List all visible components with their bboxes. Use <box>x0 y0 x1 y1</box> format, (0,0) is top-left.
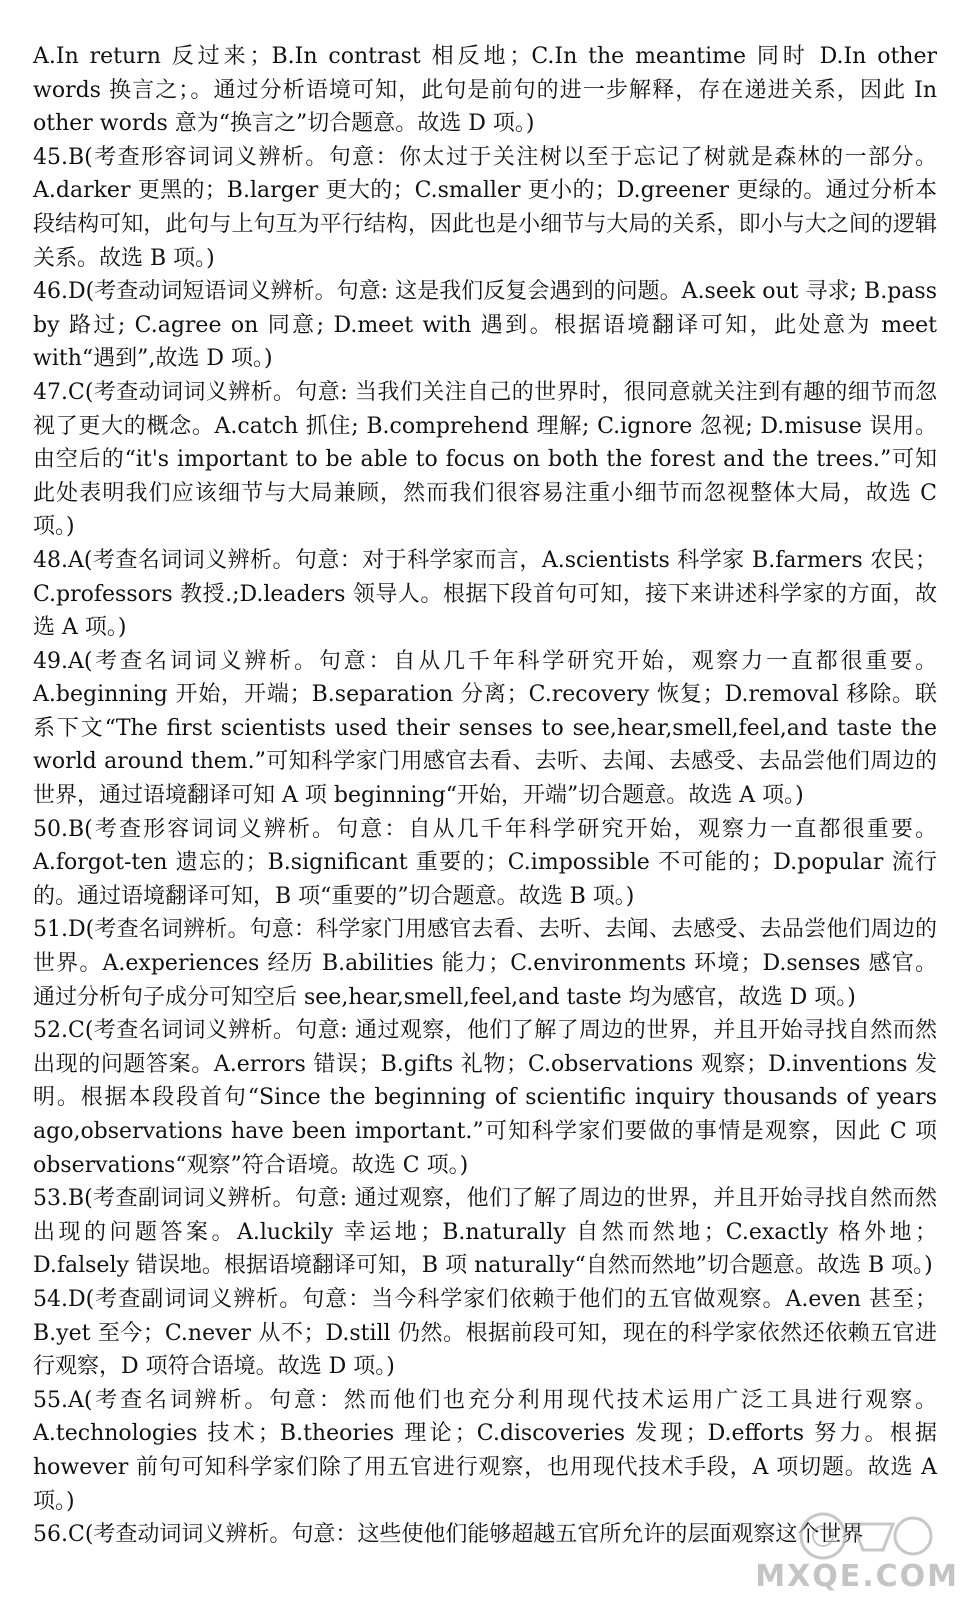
answer-paragraph-50: 50.B(考查形容词词义辨析。句意：自从几千年科学研究开始，观察力一直都很重要。A.forgot-ten 遗忘的；B.significant 重要的；C.impossible 不可能的；D.popular 流行的。通过语境翻译可知，B 项“重要的”切合题意。故选 B 项。) <box>33 816 937 909</box>
answer-paragraph-46: 46.D(考查动词短语词义辨析。句意: 这是我们反复会遇到的问题。A.seek out 寻求; B.pass by 路过; C.agree on 同意; D.meet with 遇到。根据语境翻译可知，此处意为 meet with“遇到”,故选 D 项。) <box>33 279 937 372</box>
answer-paragraph-56: 56.C(考查动词词义辨析。句意：这些使他们能够超越五官所允许的层面观察这个世界 <box>33 1522 864 1548</box>
answer-paragraph-47: 47.C(考查动词词义辨析。句意: 当我们关注自己的世界时，很同意就关注到有趣的细节而忽视了更大的概念。A.catch 抓住; B.comprehend 理解; C.ignore 忽视; D.misuse 误用。由空后的“it's important to be able to focus on both the forest and the trees.”可知此处表明我们应该细节与大局兼顾，然而我们很容易注重小细节而忽视整体大局，故选 C 项。) <box>33 379 937 540</box>
answer-paragraph-53: 53.B(考查副词词义辨析。句意: 通过观察，他们了解了周边的世界，并且开始寻找自然而然出现的问题答案。A.luckily 幸运地；B.naturally 自然而然地；C.exactly 格外地；D.falsely 错误地。根据语境翻译可知，B 项 naturally“自然而然地”切合题意。故选 B 项。) <box>33 1186 937 1279</box>
answer-paragraph-55: 55.A(考查名词辨析。句意：然而他们也充分利用现代技术运用广泛工具进行观察。A.technologies 技术；B.theories 理论；C.discoveries 发现；D.efforts 努力。根据 however 前句可知科学家们除了用五官进行观察，也用现代技术手段，A 项切题。故选 A 项。) <box>33 1387 937 1514</box>
document-body <box>33 40 937 1552</box>
watermark-text: MXQE.COM <box>755 1559 959 1594</box>
answer-paragraph-49: 49.A(考查名词词义辨析。句意：自从几千年科学研究开始，观察力一直都很重要。A.beginning 开始，开端；B.separation 分离；C.recovery 恢复；D.removal 移除。联系下文“The first scientists used their senses to see,hear,smell,feel,and taste the world around them.”可知科学家门用感官去看、去听、去闻、去感受、去品尝他们周边的世界，通过语境翻译可知 A 项 beginning“开始，开端”切合题意。故选 A 项。) <box>33 648 937 809</box>
answer-paragraph-44: A.In return 反过来；B.In contrast 相反地；C.In the meantime 同时 D.In other words 换言之；。通过分析语境可知，此句是前句的进一步解释，存在递进关系，因此 In other words 意为“换言之”切合题意。故选 D 项。) <box>33 44 937 137</box>
answer-paragraph-54: 54.D(考查副词词义辨析。句意：当今科学家们依赖于他们的五官做观察。A.even 甚至；B.yet 至今；C.never 从不；D.still 仍然。根据前段可知，现在的科学家依然还依赖五官进行观察，D 项符合语境。故选 D 项。) <box>33 1286 937 1380</box>
answer-paragraph-52: 52.C(考查名词词义辨析。句意: 通过观察，他们了解了周边的世界，并且开始寻找自然而然出现的问题答案。A.errors 错误；B.gifts 礼物；C.observations 观察；D.inventions 发明。根据本段段首句“Since the beginning of scientific inquiry thousands of years ago,observations have been important.”可知科学家们要做的事情是观察，因此 C 项 observations“观察”符合语境。故选 C 项。) <box>33 1018 937 1178</box>
answer-paragraph-45: 45.B(考查形容词词义辨析。句意：你太过于关注树以至于忘记了树就是森林的一部分。A.darker 更黑的；B.larger 更大的；C.smaller 更小的；D.greener 更绿的。通过分析本段结构可知，此句与上句互为平行结构，因此也是小细节与大局的关系，即小与大之间的逻辑关系。故选 B 项。) <box>33 144 937 271</box>
answer-paragraph-48: 48.A(考查名词词义辨析。句意：对于科学家而言，A.scientists 科学家 B.farmers 农民；C.professors 教授.;D.leaders 领导人。根据下段首句可知，接下来讲述科学家的方面，故选 A 项。) <box>33 547 937 641</box>
answer-paragraph-51: 51.D(考查名词辨析。句意：科学家门用感官去看、去听、去闻、去感受、去品尝他们周边的世界。A.experiences 经历 B.abilities 能力；C.environments 环境；D.senses 感官。通过分析句子成分可知空后 see,hear,smell,feel,and taste 均为感官，故选 D 项。) <box>33 917 937 1010</box>
